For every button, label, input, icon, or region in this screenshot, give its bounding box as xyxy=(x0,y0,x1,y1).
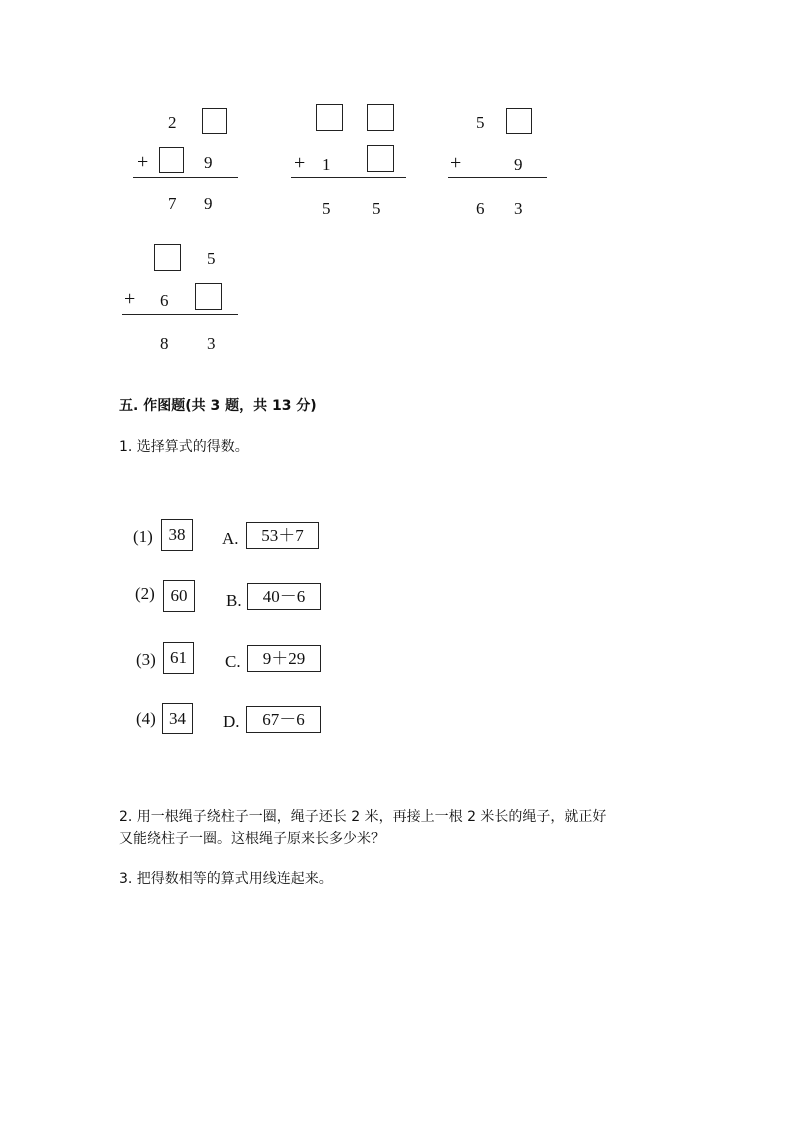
p2-bottom-digit: 1 xyxy=(322,155,331,174)
left-label-3: (3) xyxy=(136,650,156,669)
p2-sum-line xyxy=(291,177,406,178)
right-label-b: B. xyxy=(226,591,242,610)
left-label-2: (2) xyxy=(135,584,155,603)
question-1: 1. 选择算式的得数。 xyxy=(119,439,249,455)
question-2-line-2: 又能绕柱子一圈。这根绳子原来长多少米？ xyxy=(119,831,385,847)
p3-sum-line xyxy=(448,177,547,178)
section-heading: 五. 作图题(共 3 题，共 13 分) xyxy=(119,398,317,414)
p2-blank-bottom-ones[interactable] xyxy=(367,145,394,172)
left-value-box-3[interactable]: 61 xyxy=(163,642,194,674)
p1-sum-line xyxy=(133,177,238,178)
p3-result-tens: 6 xyxy=(476,199,485,218)
p2-result-ones: 5 xyxy=(372,199,381,218)
p3-blank-top-ones[interactable] xyxy=(506,108,532,134)
p4-blank-bottom-ones[interactable] xyxy=(195,283,222,310)
p1-result-tens: 7 xyxy=(168,194,177,213)
p3-bottom-digit: 9 xyxy=(514,155,523,174)
p3-plus-sign: + xyxy=(450,152,462,174)
left-label-4: (4) xyxy=(136,709,156,728)
left-value-box-2[interactable]: 60 xyxy=(163,580,195,612)
p2-blank-top-tens[interactable] xyxy=(316,104,343,131)
p3-result-ones: 3 xyxy=(514,199,523,218)
p1-plus-sign: + xyxy=(137,151,149,173)
p1-top-digit: 2 xyxy=(168,113,177,132)
p1-blank-bottom-tens[interactable] xyxy=(159,147,184,173)
p1-result-ones: 9 xyxy=(204,194,213,213)
p3-top-digit: 5 xyxy=(476,113,485,132)
p4-top-digit: 5 xyxy=(207,249,216,268)
right-expr-box-a[interactable]: 53＋7 xyxy=(246,522,319,549)
p4-sum-line xyxy=(122,314,238,315)
p4-plus-sign: + xyxy=(124,288,136,310)
p4-blank-top-tens[interactable] xyxy=(154,244,181,271)
right-expr-box-c[interactable]: 9＋29 xyxy=(247,645,321,672)
p2-result-tens: 5 xyxy=(322,199,331,218)
question-2-line-1: 2. 用一根绳子绕柱子一圈，绳子还长 2 米，再接上一根 2 米长的绳子，就正好 xyxy=(119,809,607,825)
left-value-box-1[interactable]: 38 xyxy=(161,519,193,551)
right-label-d: D. xyxy=(223,712,240,731)
p2-plus-sign: + xyxy=(294,152,306,174)
p1-blank-top-ones[interactable] xyxy=(202,108,227,134)
right-expr-box-b[interactable]: 40－6 xyxy=(247,583,321,610)
p4-bottom-digit: 6 xyxy=(160,291,169,310)
question-3: 3. 把得数相等的算式用线连起来。 xyxy=(119,871,333,887)
right-label-a: A. xyxy=(222,529,239,548)
left-value-box-4[interactable]: 34 xyxy=(162,703,193,734)
p1-bottom-digit: 9 xyxy=(204,153,213,172)
p2-blank-top-ones[interactable] xyxy=(367,104,394,131)
left-label-1: (1) xyxy=(133,527,153,546)
p4-result-tens: 8 xyxy=(160,334,169,353)
right-expr-box-d[interactable]: 67－6 xyxy=(246,706,321,733)
right-label-c: C. xyxy=(225,652,241,671)
p4-result-ones: 3 xyxy=(207,334,216,353)
